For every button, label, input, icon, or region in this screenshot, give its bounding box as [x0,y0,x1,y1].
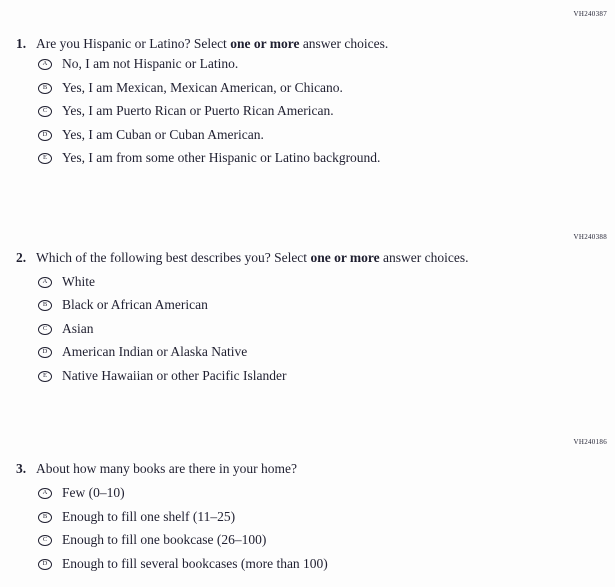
question-header [16,250,469,266]
answer-bubble-icon[interactable] [38,347,52,358]
answer-bubble-icon[interactable] [38,324,52,335]
prompt-pre: Which of the following best describes you? Select [36,250,311,265]
bubble-letter: B [42,300,48,308]
bubble-letter: C [42,535,48,543]
option-label: Native Hawaiian or other Pacific Islander [62,368,287,383]
prompt-post: answer choices. [299,36,389,51]
option-label: Yes, I am from some other Hispanic or Latino background. [62,150,381,165]
question-header [16,36,388,52]
bubble-letter: A [42,488,48,496]
prompt-pre: Are you Hispanic or Latino? Select [36,36,231,51]
prompt-pre: About how many books are there in your home? [36,461,297,476]
question-number: 3. [16,461,27,476]
answer-option[interactable] [38,510,235,524]
answer-option[interactable] [38,322,94,336]
item-code: VH240387 [573,10,607,18]
answer-option[interactable] [38,81,343,95]
item-code: VH240186 [573,438,607,446]
option-label: Enough to fill one bookcase (26–100) [62,532,267,547]
answer-bubble-icon[interactable] [38,130,52,141]
prompt-post: answer choices. [379,250,469,265]
question-header [16,461,297,477]
bubble-letter: A [42,59,48,67]
option-label: Yes, I am Puerto Rican or Puerto Rican American. [62,103,334,118]
answer-option[interactable] [38,486,125,500]
answer-option[interactable] [38,557,328,571]
answer-option[interactable] [38,57,238,71]
question-text [36,36,388,51]
bubble-letter: E [43,153,47,161]
option-label: Few (0–10) [62,485,125,500]
prompt-bold: one or more [310,250,380,265]
bubble-letter: E [43,371,47,379]
question-number: 1. [16,36,27,51]
answer-bubble-icon[interactable] [38,277,52,288]
bubble-letter: C [42,106,48,114]
option-label: White [62,274,95,289]
answer-bubble-icon[interactable] [38,106,52,117]
answer-bubble-icon[interactable] [38,83,52,94]
answer-bubble-icon[interactable] [38,371,52,382]
option-label: American Indian or Alaska Native [62,344,248,359]
answer-option[interactable] [38,369,287,383]
answer-bubble-icon[interactable] [38,59,52,70]
answer-option[interactable] [38,104,334,118]
prompt-bold: one or more [230,36,300,51]
answer-option[interactable] [38,275,95,289]
answer-bubble-icon[interactable] [38,153,52,164]
option-label: Black or African American [62,297,208,312]
bubble-letter: D [42,130,48,138]
bubble-letter: B [42,512,48,520]
bubble-letter: B [42,83,48,91]
option-label: Enough to fill several bookcases (more than 100) [62,556,328,571]
answer-option[interactable] [38,345,247,359]
question-text [36,250,469,265]
answer-bubble-icon[interactable] [38,535,52,546]
question-number: 2. [16,250,27,265]
question-text [36,461,297,476]
answer-option[interactable] [38,298,208,312]
bubble-letter: D [42,347,48,355]
option-label: No, I am not Hispanic or Latino. [62,56,239,71]
answer-bubble-icon[interactable] [38,512,52,523]
answer-option[interactable] [38,128,264,142]
bubble-letter: D [42,559,48,567]
bubble-letter: A [42,277,48,285]
answer-option[interactable] [38,151,380,165]
answer-option[interactable] [38,533,266,547]
option-label: Asian [62,321,94,336]
option-label: Yes, I am Mexican, Mexican American, or Chicano. [62,80,343,95]
answer-bubble-icon[interactable] [38,300,52,311]
option-label: Enough to fill one shelf (11–25) [62,509,236,524]
bubble-letter: C [42,324,48,332]
answer-bubble-icon[interactable] [38,488,52,499]
answer-bubble-icon[interactable] [38,559,52,570]
option-label: Yes, I am Cuban or Cuban American. [62,127,264,142]
item-code: VH240388 [573,233,607,241]
